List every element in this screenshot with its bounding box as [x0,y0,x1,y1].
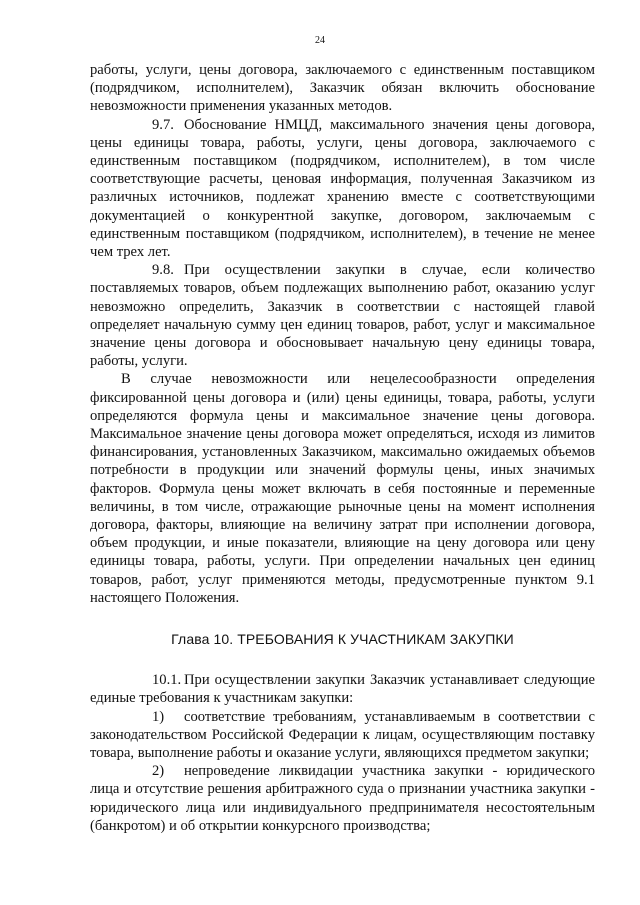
paragraph-text: работы, услуги, цены договора, заключаемого с единственным поставщиком (подрядчиком, исполнителем), Заказчик обязан включить обоснование невозможности применения указанных методов. [90,62,595,115]
list-item-text: соответствие требованиям, устанавливаемым в соответствии с законодательством Российской Федерации к лицам, осуществляющим поставку товара, выполнение работы и оказание услуги, являющихся предметом закупки; [90,708,595,761]
paragraph-text: При осуществлении закупки в случае, если количество поставляемых товаров, объем подлежащих выполнению работ, оказанию услуг невозможно определить, Заказчик в соответствии с настоящей главой определяет начальную сумму цен единиц товаров, работ, услуг и максимальное значение цены договора и обосновывает начальную цену единицы товара, работы, услуги. [90,262,595,370]
document-body [90,61,595,835]
list-item-1 [90,708,595,763]
paragraph-text: При осуществлении закупки Заказчик устанавливает следующие единые требования к участникам закупки: [90,672,595,707]
paragraph-continuation [90,61,595,116]
paragraph-text: Обоснование НМЦД, максимального значения цены договора, цены единицы товара, работы, услуги, цены договора, заключаемого с единственным поставщиком (подрядчиком, исполнителем), в том числе соответствующие расчеты, ценовая информация, полученная Заказчиком из различных источников, подлежат хранению вместе с соответствующими документацией о конкурентной закупке, договором, заключаемым с единственным поставщиком (подрядчиком, исполнителем), в течение не менее чем трех лет. [90,116,595,261]
chapter-title: Глава 10. ТРЕБОВАНИЯ К УЧАСТНИКАМ ЗАКУПКИ [171,631,514,648]
paragraph-number: 9.7. [152,116,174,133]
paragraph-10-1 [90,671,595,707]
paragraph-number: 10.1. [152,672,182,689]
list-item-number: 1) [152,708,165,725]
paragraph-text: В случае невозможности или нецелесообразности определения фиксированной цены договора и (или) цены единицы, товара, работы, услуги определяются формула цены и максимальное значение цены договора. Максимальное значение цены договора может определяться, исходя из лимитов финансирования, установленных Заказчиком, максимально ожидаемых объемов потребности в продукции или значений формулы цены, иных значимых факторов. Формула цены может включать в себя постоянные и переменные величины, в том числе, отражающие рыночные цены на момент исполнения договора, факторы, влияющие на величину затрат при исполнении договора, объем продукции, и иные показатели, влияющие на цену договора или цену единицы товара, работы, услуги. При определении начальных цен единиц товаров, работ, услуг применяются методы, предусмотренные пунктом 9.1 настоящего Положения. [90,371,595,606]
paragraph-9-8 [90,261,595,370]
list-item-number: 2) [152,763,165,780]
list-item-text: непроведение ликвидации участника закупки - юридического лица и отсутствие решения арбитражного суда о признании участника закупки - юридического лица или индивидуального предпринимателя несостоятельным (банкротом) и об открытии конкурсного производства; [90,763,595,834]
paragraph-9-7 [90,116,595,262]
list-item-2 [90,762,595,835]
page-number: 24 [315,35,325,46]
paragraph-number: 9.8. [152,262,174,279]
paragraph-price-formula [90,370,595,607]
